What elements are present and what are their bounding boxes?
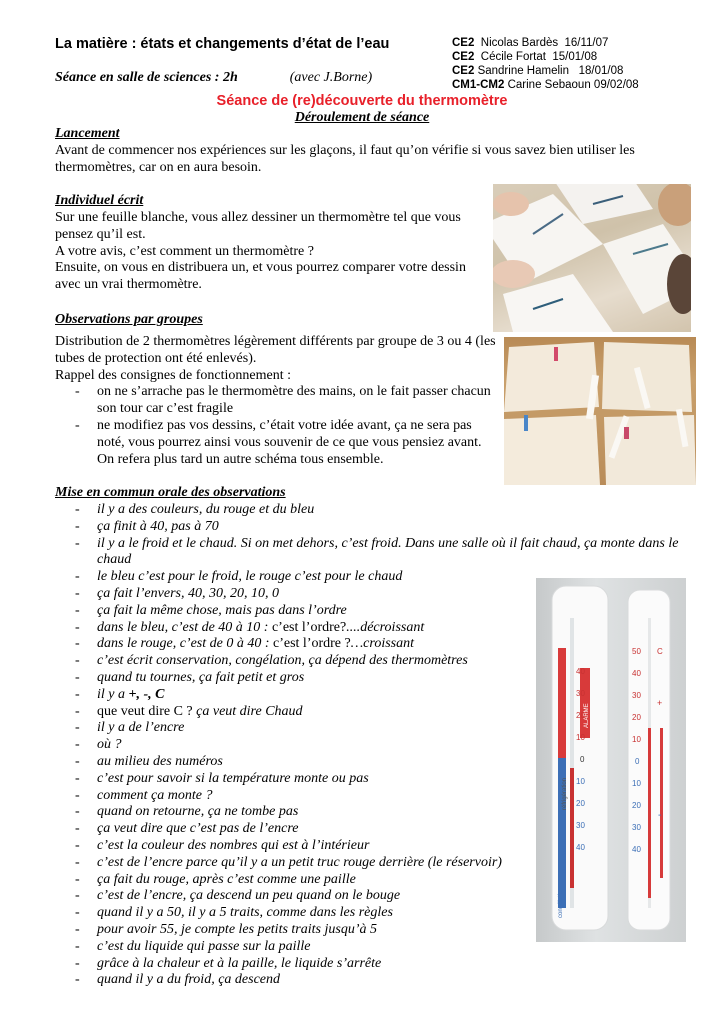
thermo-right-tick: 40 (632, 845, 641, 854)
observation-item: - c’est de l’encre parce qu’il y a un petit truc rouge derrière (le réservoir) (55, 855, 695, 872)
thermo-right-tick: 10 (632, 779, 641, 788)
thermo-left-tick: 0 (580, 755, 585, 764)
thermo-alarm-label: ALARME (584, 703, 590, 728)
observations-line: Rappel des consignes de fonctionnement : (55, 367, 291, 383)
observation-item: - ça fait l’envers, 40, 30, 20, 10, 0 (55, 586, 695, 603)
thermo-left-tick: 20 (576, 799, 585, 808)
thermo-right-tick: 20 (632, 713, 641, 722)
thermo-left-tick: 10 (576, 777, 585, 786)
section-subtitle: Déroulement de séance (294, 110, 430, 125)
session-line (55, 70, 372, 86)
observation-item: - quand on retourne, ça ne tombe pas (55, 804, 695, 821)
observation-item: - dans le bleu, c’est de 40 à 10 : c’est l’ordre?....décroissant (55, 620, 695, 637)
heading-lancement: Lancement (55, 126, 120, 141)
heading-mise-en-commun: Mise en commun orale des observations (55, 485, 286, 500)
rule-item: - ne modifiez pas vos dessins, c’était votre idée avant, ça ne sera pas noté, vous pourrez ainsi vous souvenir de ce que vous pensiez avant. On refera plus tard un autre schéma tous ensemble. (55, 418, 501, 468)
thermo-right-sign: - (658, 810, 662, 821)
observation-item: - c’est de l’encre, ça descend un peu quand on le bouge (55, 888, 695, 905)
observation-item: - pour avoir 55, je compte les petits traits jusqu’à 5 (55, 922, 695, 939)
observation-item: - c’est pour savoir si la température monte ou pas (55, 771, 695, 788)
thermo-right-tick: 0 (635, 757, 640, 766)
observation-item: - c’est la couleur des nombres qui est à l’intérieur (55, 838, 695, 855)
thermo-left-tick: 40 (576, 843, 585, 852)
thermo-word: conservation (562, 838, 568, 873)
photo-thermometers-on-paper (504, 337, 696, 485)
observation-item: - quand tu tournes, ça fait petit et gros (55, 670, 695, 687)
thermo-left-tick: 20 (576, 711, 585, 720)
thermo-right-tick: 50 (632, 647, 641, 656)
observation-item: - comment ça monte ? (55, 788, 695, 805)
photo-pupils-drawing (493, 184, 691, 332)
thermo-right-tick: 20 (632, 801, 641, 810)
observation-item: - ça fait du rouge, après c’est comme une paille (55, 872, 695, 889)
thermo-right-tick: 30 (632, 691, 641, 700)
observation-item: - ça finit à 40, pas à 70 (55, 519, 695, 536)
thermo-word: congélation (558, 887, 564, 918)
thermo-right-sign: + (657, 698, 663, 708)
observation-item: - dans le rouge, c’est de 0 à 40 : c’est l’ordre ?…croissant (55, 636, 695, 653)
observations-line: Distribution de 2 thermomètres légèrement différents par groupe de 3 ou 4 (les tubes de protection ont été enlevés). (55, 334, 496, 366)
thermo-right-tick: 40 (632, 669, 641, 678)
thermo-left-tick: 30 (576, 689, 585, 698)
observation-item: - il y a de l’encre (55, 720, 695, 737)
observation-item: - c’est écrit conservation, congélation, ça dépend des thermomètres (55, 653, 695, 670)
teacher-row: CE2 Nicolas Bardès 16/11/07 (452, 37, 609, 49)
observation-item: - que veut dire C ? ça veut dire Chaud (55, 704, 695, 721)
individuel-line: Ensuite, on vous en distribuera un, et vous pourrez comparer votre dessin avec un vrai thermomètre. (55, 260, 466, 293)
observation-item: - quand il y a 50, il y a 5 traits, comme dans les règles (55, 905, 695, 922)
observation-item: - ça veut dire que c’est pas de l’encre (55, 821, 695, 838)
session-with: (avec J.Borne) (289, 70, 373, 85)
observation-item: - le bleu c’est pour le froid, le rouge c’est pour le chaud (55, 569, 695, 586)
teacher-row: CM1-CM2 Carine Sebaoun 09/02/08 (452, 79, 639, 91)
observation-item: - quand il y a du froid, ça descend (55, 972, 695, 989)
teacher-row: CE2 Sandrine Hamelin 18/01/08 (452, 65, 624, 77)
individuel-line: Sur une feuille blanche, vous allez dessiner un thermomètre tel que vous pensez qu’il est. (55, 210, 461, 242)
thermo-right-sign: C (657, 647, 663, 656)
session-title: Séance de (re)découverte du thermomètre (216, 93, 508, 109)
observation-item: - grâce à la chaleur et à la paille, le liquide s’arrête (55, 956, 695, 973)
individuel-line: A votre avis, c’est comment un thermomètre ? (55, 243, 314, 259)
observation-item: - au milieu des numéros (55, 754, 695, 771)
thermo-left-tick: 40 (576, 667, 585, 676)
teacher-row: CE2 Cécile Fortat 15/01/08 (452, 51, 598, 63)
page-title: La matière : états et changements d’état de l’eau (55, 36, 390, 52)
observation-item: - c’est du liquide qui passe sur la paille (55, 939, 695, 956)
heading-observations: Observations par groupes (55, 312, 203, 327)
thermo-right-tick: 10 (632, 735, 641, 744)
rule-item: - on ne s’arrache pas le thermomètre des mains, on le fait passer chacun son tour car c’est fragile (55, 384, 501, 418)
observation-item: - où ? (55, 737, 695, 754)
thermo-left-tick: 10 (576, 733, 585, 742)
observation-item: - ça fait la même chose, mais pas dans l’ordre (55, 603, 695, 620)
observation-item: - il y a le froid et le chaud. Si on met dehors, c’est froid. Dans une salle où il fait chaud, ça monte dans le chaud (55, 536, 687, 570)
observation-item: - il y a des couleurs, du rouge et du bleu (55, 502, 695, 519)
text-observations (55, 334, 501, 468)
thermo-left-tick: 30 (576, 821, 585, 830)
photo-two-thermometers (536, 578, 686, 942)
thermo-right-tick: 30 (632, 823, 641, 832)
heading-individuel: Individuel écrit (55, 193, 144, 208)
thermo-word: réfrigération (562, 777, 568, 810)
text-individuel (55, 210, 487, 294)
session-duration: Séance en salle de sciences : 2h (55, 70, 238, 85)
text-lancement: Avant de commencer nos expériences sur les glaçons, il faut qu’on vérifie si vous savez bien utiliser les thermomètres, car on en aura besoin. (55, 143, 635, 175)
teachers-list (452, 36, 639, 92)
observation-item: - il y a +, -, C (55, 687, 695, 704)
